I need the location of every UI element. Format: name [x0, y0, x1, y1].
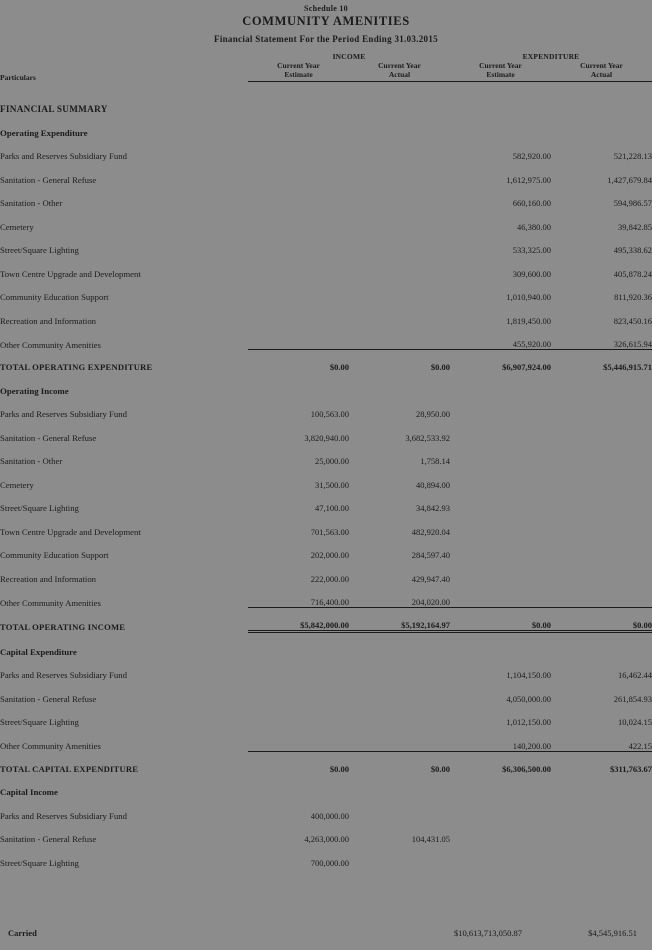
cell-income-estimate: 202,000.00	[310, 550, 349, 561]
table-row	[0, 490, 652, 514]
total-row	[0, 751, 652, 774]
row-label: Cemetery	[0, 479, 34, 490]
column-group-income: INCOME	[332, 52, 366, 61]
row-label: Street/Square Lighting	[0, 717, 79, 728]
total-expenditure-estimate: $0.00	[450, 608, 551, 632]
group-heading-row	[0, 774, 652, 798]
total-label: TOTAL OPERATING INCOME	[0, 621, 126, 632]
row-label: Community Education Support	[0, 550, 109, 561]
total-label: TOTAL OPERATING EXPENDITURE	[0, 362, 153, 373]
total-income-actual: $0.00	[349, 751, 450, 774]
colhead-line2: Estimate	[450, 70, 551, 81]
row-label: Street/Square Lighting	[0, 857, 79, 868]
report-subtitle: Financial Statement For the Period Ending 31.03.2015	[214, 34, 438, 44]
cell-expenditure-actual	[551, 821, 652, 845]
cell-income-actual	[349, 161, 450, 185]
row-label: Sanitation - Other	[0, 198, 63, 209]
table-row	[0, 821, 652, 845]
cell-expenditure-actual: 422.15	[628, 740, 652, 751]
group-title-operating-expenditure: Operating Expenditure	[0, 127, 88, 138]
cell-expenditure-estimate: 582,920.00	[512, 151, 551, 162]
cell-expenditure-estimate: 1,612,975.00	[506, 174, 551, 185]
group-heading-row	[0, 372, 652, 396]
group-title-capital-expenditure: Capital Expenditure	[0, 646, 77, 657]
cell-expenditure-estimate	[450, 537, 551, 561]
cell-expenditure-actual	[551, 844, 652, 868]
colhead-line2: Actual	[551, 70, 652, 81]
cell-income-actual	[349, 208, 450, 232]
table-row	[0, 161, 652, 185]
row-label: Community Education Support	[0, 292, 109, 303]
total-expenditure-actual: $0.00	[551, 608, 652, 632]
column-header-expenditure-actual	[551, 61, 652, 82]
cell-income-estimate	[248, 138, 349, 162]
cell-income-estimate: 47,100.00	[315, 503, 349, 514]
cell-income-estimate	[248, 208, 349, 232]
report-page	[0, 4, 652, 950]
cell-expenditure-estimate: 1,012,150.00	[506, 717, 551, 728]
cell-income-estimate	[248, 161, 349, 185]
cell-expenditure-actual	[551, 490, 652, 514]
cell-expenditure-estimate	[450, 419, 551, 443]
cell-income-estimate	[248, 680, 349, 704]
table-row	[0, 279, 652, 303]
cell-income-actual: 28,950.00	[416, 409, 450, 420]
footer-label: Carried	[8, 928, 37, 938]
table-row	[0, 138, 652, 162]
total-income-actual: $0.00	[349, 350, 450, 373]
cell-income-actual: 3,682,533.92	[405, 432, 450, 443]
cell-income-estimate: 3,820,940.00	[304, 432, 349, 443]
cell-expenditure-actual	[551, 419, 652, 443]
colhead-line2: Actual	[349, 70, 450, 81]
cell-income-estimate	[248, 727, 349, 751]
cell-expenditure-actual: 811,920.36	[614, 292, 652, 303]
table-row	[0, 419, 652, 443]
total-income-estimate: $0.00	[248, 751, 349, 774]
row-label: Recreation and Information	[0, 573, 97, 584]
footer-expenditure-estimate: $10,613,713,050.87	[454, 928, 522, 938]
cell-income-actual: 1,758.14	[420, 456, 450, 467]
group-title-capital-income: Capital Income	[0, 787, 58, 798]
cell-expenditure-actual: 823,450.16	[613, 315, 652, 326]
cell-income-estimate	[248, 232, 349, 256]
footer-expenditure-actual: $4,545,916.51	[588, 928, 637, 938]
cell-income-actual: 40,894.00	[416, 479, 450, 490]
cell-expenditure-estimate: 46,380.00	[517, 221, 551, 232]
cell-expenditure-actual	[551, 797, 652, 821]
table-row	[0, 560, 652, 584]
column-header-income-estimate	[248, 61, 349, 82]
row-label: Other Community Amenities	[0, 597, 101, 608]
cell-income-actual	[349, 302, 450, 326]
cell-income-actual	[349, 255, 450, 279]
cell-income-estimate	[248, 657, 349, 681]
cell-income-estimate: 400,000.00	[310, 810, 349, 821]
cell-expenditure-estimate	[450, 466, 551, 490]
cell-expenditure-actual: 405,878.24	[613, 268, 652, 279]
cell-expenditure-actual: 594,986.57	[613, 198, 652, 209]
row-label: Street/Square Lighting	[0, 245, 79, 256]
row-label: Town Centre Upgrade and Development	[0, 526, 141, 537]
table-row	[0, 537, 652, 561]
cell-income-estimate: 222,000.00	[310, 573, 349, 584]
table-row	[0, 797, 652, 821]
total-income-estimate: $5,842,000.00	[248, 608, 349, 632]
row-label: Parks and Reserves Subsidiary Fund	[0, 151, 127, 162]
cell-income-actual	[349, 797, 450, 821]
cell-expenditure-estimate: 533,325.00	[512, 245, 551, 256]
cell-income-estimate	[248, 255, 349, 279]
cell-income-actual	[349, 185, 450, 209]
table-row	[0, 326, 652, 350]
cell-expenditure-estimate	[450, 490, 551, 514]
cell-expenditure-estimate	[450, 844, 551, 868]
table-row	[0, 584, 652, 608]
total-row	[0, 350, 652, 373]
cell-expenditure-actual: 326,615.94	[613, 339, 652, 350]
cell-income-actual	[349, 680, 450, 704]
table-row	[0, 727, 652, 751]
cell-income-estimate	[248, 279, 349, 303]
page-title: COMMUNITY AMENITIES	[242, 14, 410, 28]
row-label: Sanitation - General Refuse	[0, 693, 97, 704]
total-row	[0, 608, 652, 632]
cell-income-actual: 34,842.93	[416, 503, 450, 514]
cell-expenditure-estimate: 660,160.00	[512, 198, 551, 209]
table-row	[0, 844, 652, 868]
table-row	[0, 680, 652, 704]
cell-expenditure-estimate: 1,104,150.00	[506, 670, 551, 681]
cell-expenditure-estimate: 309,600.00	[512, 268, 551, 279]
table-body	[0, 82, 652, 868]
cell-income-actual	[349, 279, 450, 303]
cell-income-actual: 429,947.40	[411, 573, 450, 584]
cell-expenditure-actual: 261,854.93	[613, 693, 652, 704]
cell-expenditure-estimate: 1,010,940.00	[506, 292, 551, 303]
cell-expenditure-estimate	[450, 560, 551, 584]
table-row	[0, 396, 652, 420]
cell-expenditure-actual: 39,842.85	[618, 221, 652, 232]
colhead-line2: Estimate	[248, 70, 349, 81]
column-group-expenditure: EXPENDITURE	[522, 52, 580, 61]
column-header-expenditure-estimate	[450, 61, 551, 82]
cell-expenditure-actual	[551, 560, 652, 584]
section-title: FINANCIAL SUMMARY	[0, 104, 108, 115]
row-label: Street/Square Lighting	[0, 503, 79, 514]
row-label: Parks and Reserves Subsidiary Fund	[0, 409, 127, 420]
table-row	[0, 302, 652, 326]
table-row	[0, 208, 652, 232]
cell-expenditure-actual	[551, 537, 652, 561]
cell-expenditure-estimate	[450, 513, 551, 537]
group-heading-row	[0, 114, 652, 138]
row-label: Sanitation - Other	[0, 456, 63, 467]
total-expenditure-actual: $5,446,915.71	[551, 350, 652, 373]
cell-income-estimate: 100,563.00	[310, 409, 349, 420]
cell-income-estimate: 31,500.00	[315, 479, 349, 490]
cell-income-actual	[349, 727, 450, 751]
financial-table	[0, 52, 652, 868]
row-label: Town Centre Upgrade and Development	[0, 268, 141, 279]
total-expenditure-estimate: $6,907,924.00	[450, 350, 551, 373]
cell-income-estimate	[248, 704, 349, 728]
schedule-number: Schedule 10	[304, 4, 348, 13]
cell-income-actual	[349, 232, 450, 256]
cell-income-actual: 284,597.40	[411, 550, 450, 561]
cell-income-estimate: 700,000.00	[310, 857, 349, 868]
cell-expenditure-estimate	[450, 821, 551, 845]
colhead-line1: Current Year	[580, 61, 623, 70]
table-row	[0, 185, 652, 209]
row-label: Parks and Reserves Subsidiary Fund	[0, 810, 127, 821]
colhead-line1: Current Year	[378, 61, 421, 70]
table-row	[0, 232, 652, 256]
row-label: Recreation and Information	[0, 315, 97, 326]
cell-income-estimate	[248, 185, 349, 209]
total-expenditure-estimate: $6,306,500.00	[450, 751, 551, 774]
cell-income-actual: 104,431.05	[411, 834, 450, 845]
cell-expenditure-actual	[551, 584, 652, 608]
cell-income-actual	[349, 138, 450, 162]
cell-expenditure-actual: 495,338.62	[613, 245, 652, 256]
cell-income-estimate: 4,263,000.00	[304, 834, 349, 845]
cell-expenditure-actual: 10,024.15	[618, 717, 652, 728]
cell-income-estimate	[248, 302, 349, 326]
table-row	[0, 513, 652, 537]
cell-income-estimate: 716,400.00	[310, 597, 349, 608]
cell-expenditure-estimate: 455,920.00	[512, 339, 551, 350]
table-row	[0, 657, 652, 681]
cell-income-actual	[349, 326, 450, 350]
colhead-line1: Current Year	[479, 61, 522, 70]
cell-income-estimate: 701,563.00	[310, 526, 349, 537]
cell-income-actual	[349, 844, 450, 868]
row-label: Other Community Amenities	[0, 339, 101, 350]
cell-expenditure-actual: 521,228.13	[613, 151, 652, 162]
cell-expenditure-estimate	[450, 443, 551, 467]
colhead-line1: Current Year	[277, 61, 320, 70]
cell-expenditure-estimate: 140,200.00	[512, 740, 551, 751]
cell-expenditure-estimate: 1,819,450.00	[506, 315, 551, 326]
cell-expenditure-actual	[551, 396, 652, 420]
cell-income-actual	[349, 657, 450, 681]
cell-expenditure-actual	[551, 513, 652, 537]
total-income-actual: $5,192,164.97	[349, 608, 450, 632]
cell-expenditure-actual: 1,427,679.84	[607, 174, 652, 185]
cell-expenditure-actual: 16,462.44	[618, 670, 652, 681]
row-label: Other Community Amenities	[0, 741, 101, 752]
total-expenditure-actual: $311,763.67	[551, 751, 652, 774]
row-label: Cemetery	[0, 221, 34, 232]
group-title-operating-income: Operating Income	[0, 385, 69, 396]
table-header	[0, 52, 652, 82]
cell-expenditure-estimate	[450, 396, 551, 420]
column-header-income-actual	[349, 61, 450, 82]
section-heading-row	[0, 91, 652, 115]
cell-expenditure-estimate: 4,050,000.00	[506, 693, 551, 704]
total-income-estimate: $0.00	[248, 350, 349, 373]
table-row	[0, 704, 652, 728]
row-label: Sanitation - General Refuse	[0, 834, 97, 845]
total-label: TOTAL CAPITAL EXPENDITURE	[0, 763, 139, 774]
cell-expenditure-estimate	[450, 797, 551, 821]
cell-income-estimate: 25,000.00	[315, 456, 349, 467]
table-row	[0, 466, 652, 490]
cell-expenditure-actual	[551, 443, 652, 467]
cell-expenditure-estimate	[450, 584, 551, 608]
cell-income-estimate	[248, 326, 349, 350]
column-header-particulars: Particulars	[0, 72, 36, 82]
table-row	[0, 443, 652, 467]
row-label: Sanitation - General Refuse	[0, 174, 97, 185]
cell-expenditure-actual	[551, 466, 652, 490]
group-heading-row	[0, 632, 652, 657]
table-row	[0, 255, 652, 279]
row-label: Parks and Reserves Subsidiary Fund	[0, 670, 127, 681]
row-label: Sanitation - General Refuse	[0, 432, 97, 443]
cell-income-actual: 482,920.04	[411, 526, 450, 537]
cell-income-actual: 204,020.00	[411, 597, 450, 608]
cell-income-actual	[349, 704, 450, 728]
